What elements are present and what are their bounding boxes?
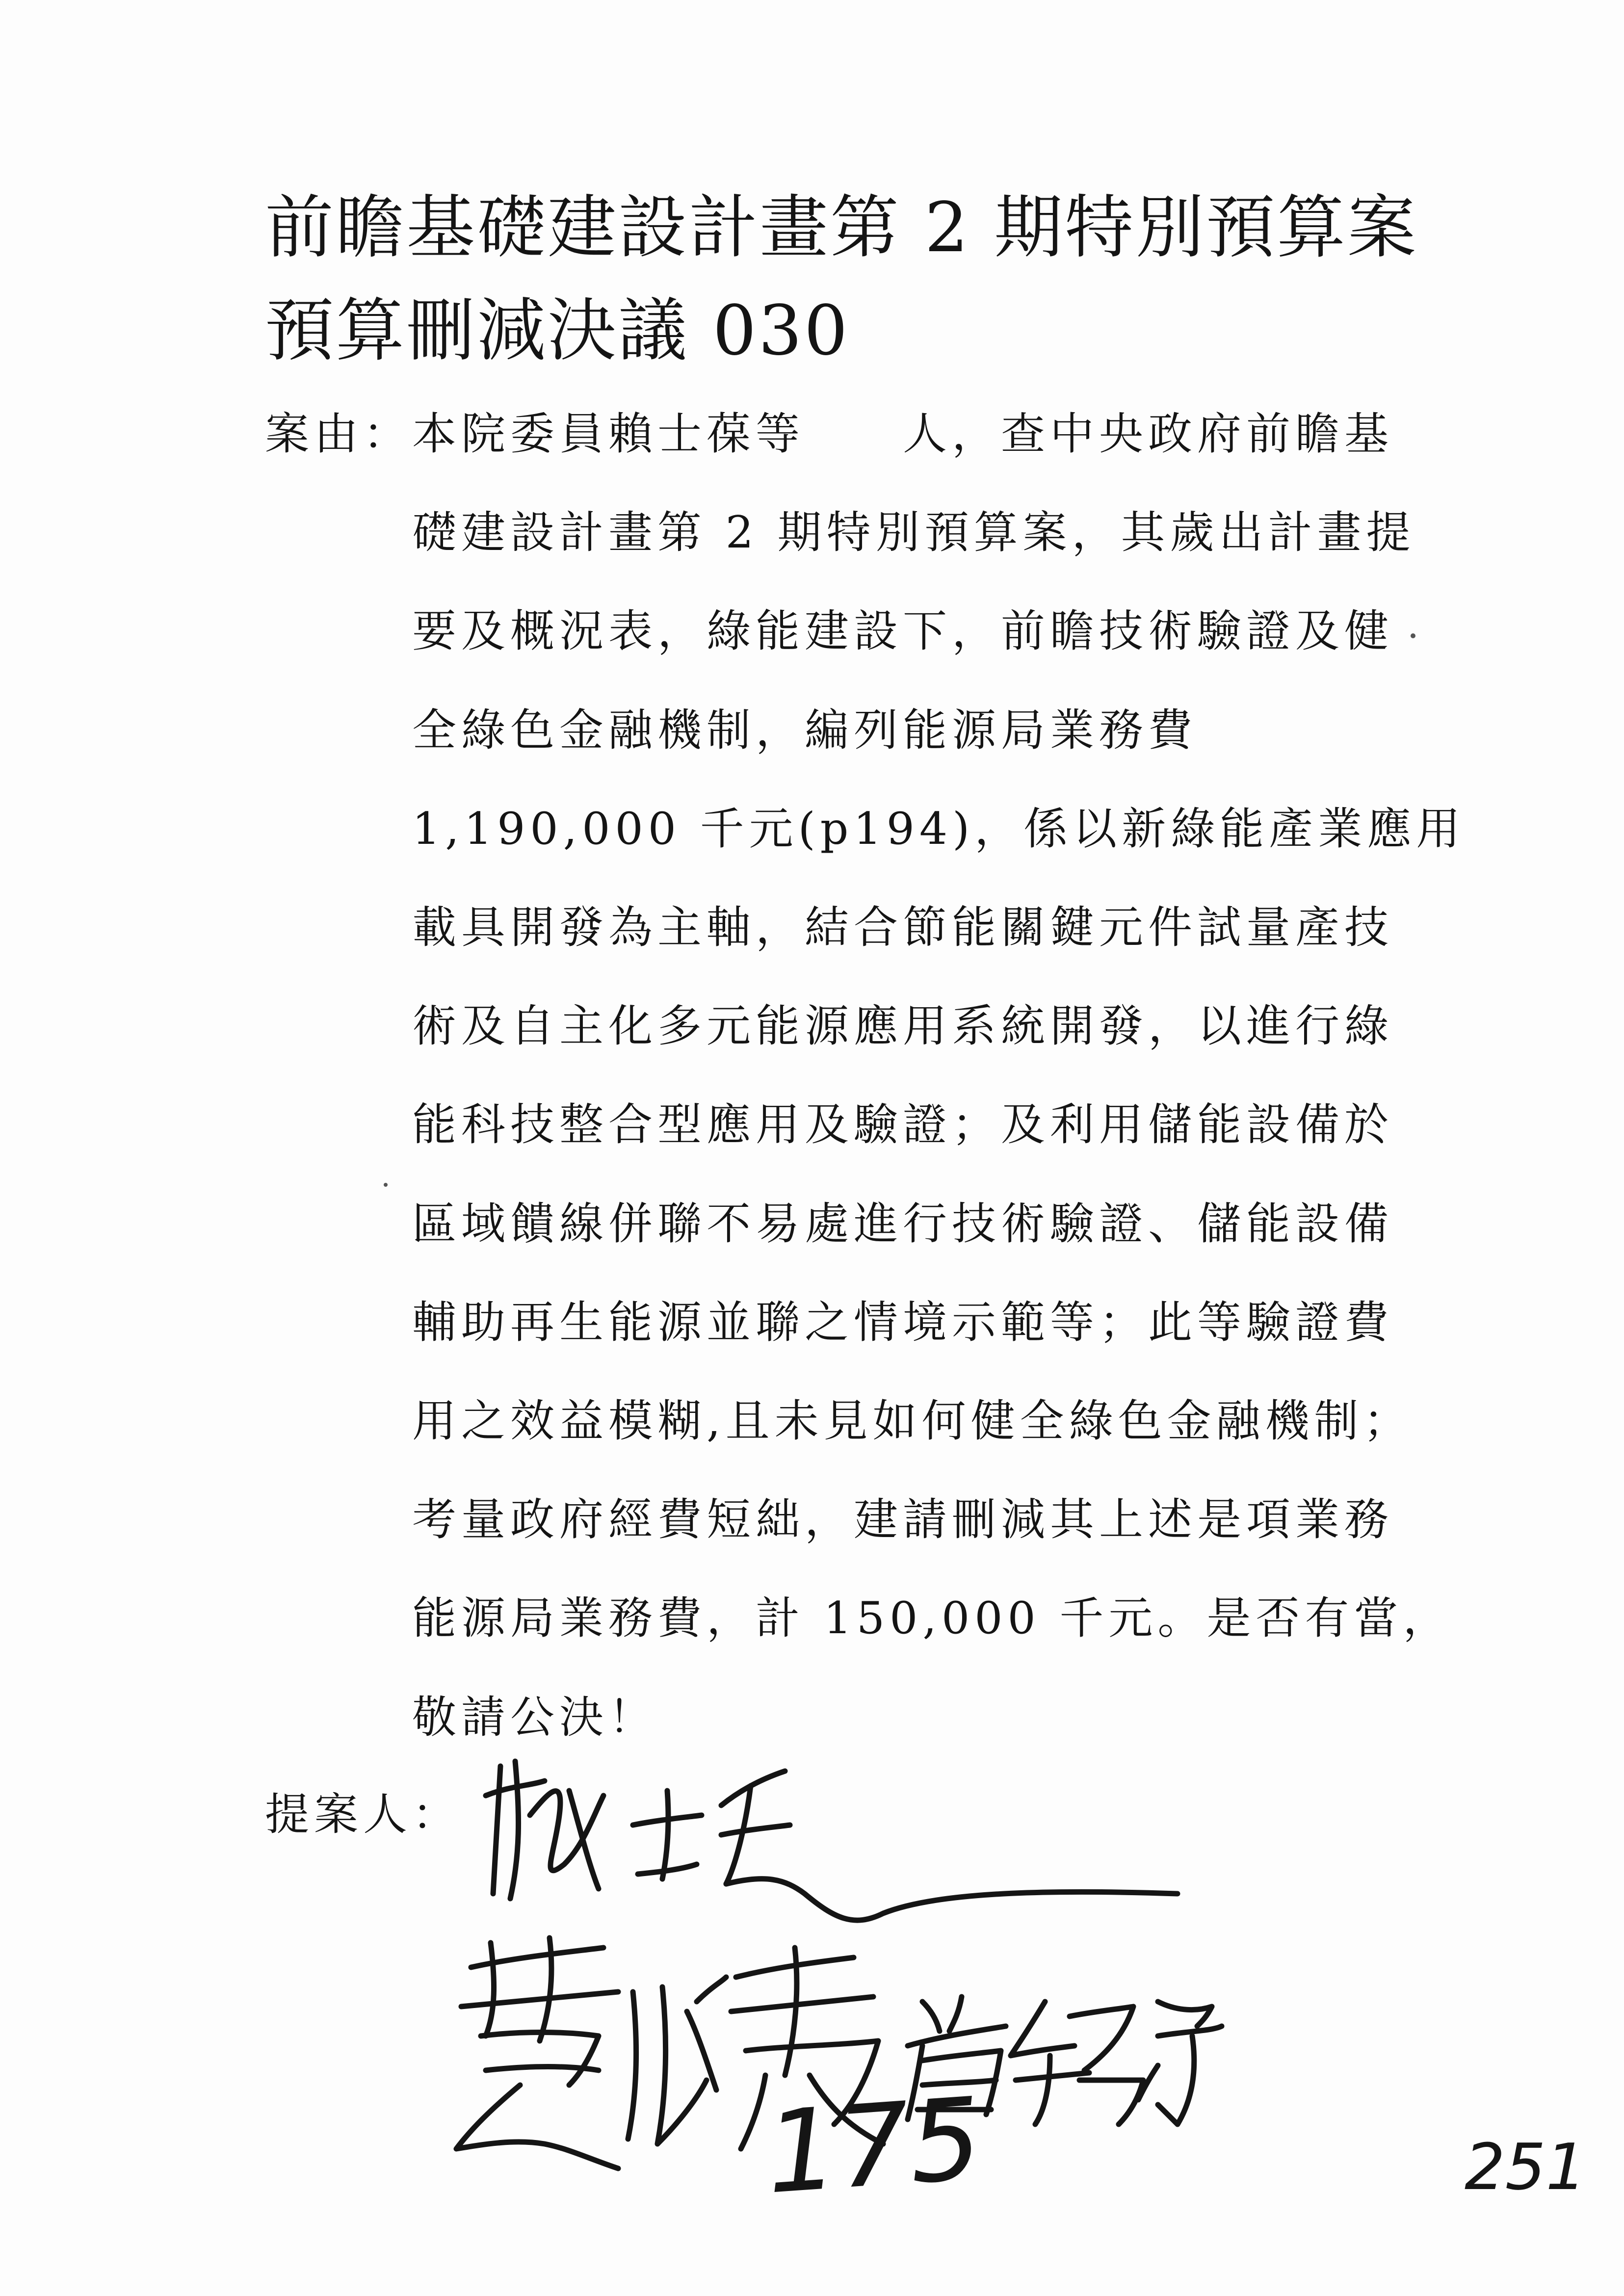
case-text-line: 1,190,000 千元(p194)，係以新綠能產業應用 (412, 803, 1466, 855)
signature-stroke (726, 1879, 1178, 1921)
signature-stroke (1070, 2007, 1133, 2070)
handwritten-number: 175 (761, 2073, 986, 2219)
case-text-line: 術及自主化多元能源應用系統開發，以進行綠 (412, 1000, 1393, 1052)
signature-stroke (1035, 2056, 1050, 2124)
signature-stroke (510, 1761, 519, 1899)
signature-stroke (908, 2026, 1006, 2046)
signature-stroke (687, 2011, 716, 2090)
case-text-line: 敬請公決！ (412, 1692, 657, 1743)
signature-stroke (486, 1943, 494, 2036)
signature-stroke (741, 2075, 765, 2149)
signature-stroke (721, 1771, 785, 1805)
signature-1 (486, 1761, 1178, 1920)
case-text-line: 考量政府經費短絀，建請刪減其上述是項業務 (412, 1494, 1393, 1545)
signature-stroke (1158, 2002, 1212, 2026)
case-text-line: 輔助再生能源並聯之情境示範等；此等驗證費 (412, 1297, 1393, 1348)
signature-stroke (461, 1992, 618, 2007)
case-label: 案由： (265, 408, 412, 460)
case-text-line: 能科技整合型應用及驗證；及利用儲能設備於 (412, 1099, 1393, 1150)
signature-stroke (1079, 2080, 1143, 2124)
signature-stroke (922, 2002, 940, 2031)
proposer-label: 提案人： (265, 1789, 461, 1840)
signature-stroke (949, 1997, 962, 2031)
scan-speck (384, 1183, 388, 1187)
scan-speck (1411, 633, 1415, 638)
signature-stroke (731, 1997, 873, 2011)
signature-stroke (456, 2085, 618, 2168)
signature-stroke (486, 2067, 599, 2071)
document-title-line-2: 預算刪減決議 030 (265, 291, 850, 371)
case-text-line: 礎建設計畫第 2 期特別預算案，其歲出計畫提 (412, 507, 1415, 558)
case-text-line: 用之效益模糊,且未見如何健全綠色金融機制； (412, 1395, 1413, 1447)
case-text-line: 載具開發為主軸，結合節能關鍵元件試量產技 (412, 902, 1393, 953)
signature-stroke (721, 1825, 790, 1835)
signature-stroke (1158, 2026, 1222, 2036)
signature-stroke (530, 1791, 603, 1871)
case-text-line: 本院委員賴士葆等 人，查中央政府前瞻基 (412, 408, 1393, 460)
handwritten-page-number: 251 (1465, 2130, 1587, 2204)
document-title-line-1: 前瞻基礎建設計畫第 2 期特別預算案 (265, 188, 1418, 268)
case-text-line: 區域饋線併聯不易處進行技術驗證、儲能設備 (412, 1198, 1393, 1250)
signature-stroke (657, 1987, 707, 2144)
signature-stroke (662, 1791, 668, 1879)
signature-stroke (697, 1977, 726, 2002)
signature-stroke (493, 1766, 500, 1894)
signature-stroke (628, 1992, 636, 2139)
case-text-line: 要及概況表，綠能建設下，前瞻技術驗證及健 (412, 605, 1393, 657)
case-text-line: 全綠色金融機制，編列能源局業務費 (412, 704, 1197, 756)
case-text-line: 能源局業務費，計 150,000 千元。是否有當， (412, 1592, 1452, 1644)
signature-stroke (569, 1791, 599, 1889)
signature-stroke (1011, 2002, 1074, 2056)
signature-stroke (1158, 2036, 1194, 2124)
